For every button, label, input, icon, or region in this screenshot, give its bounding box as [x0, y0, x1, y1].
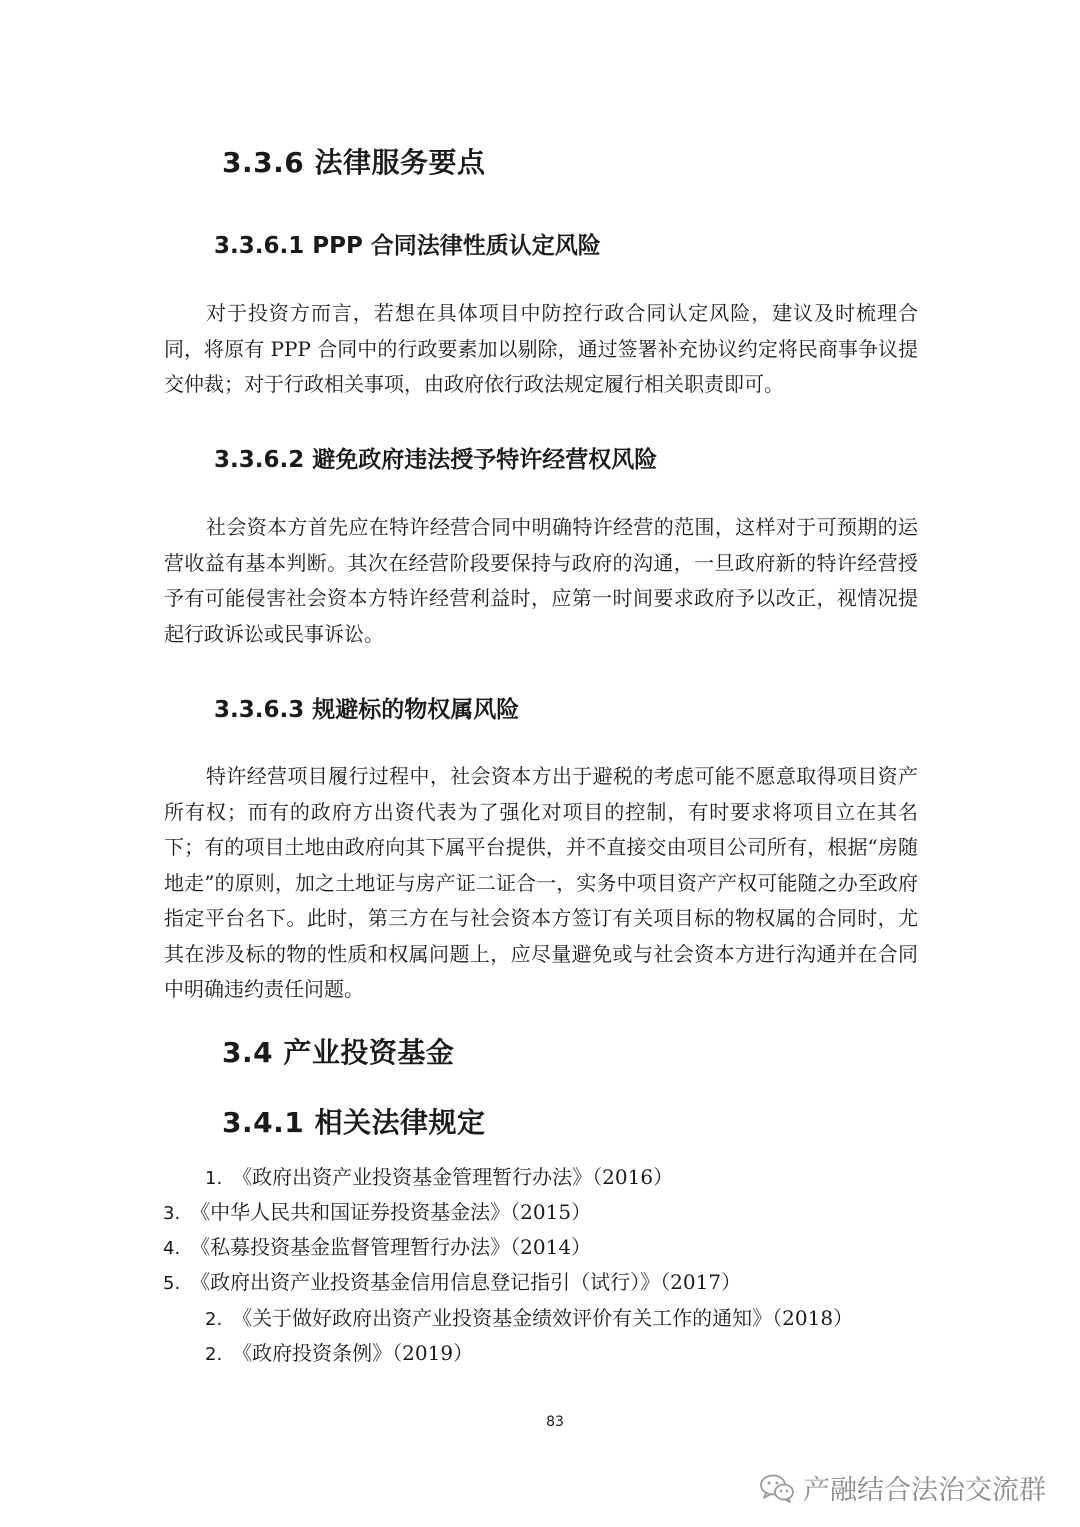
law-item — [205, 1336, 473, 1372]
law-item-number: 1. — [205, 1168, 223, 1189]
watermark-text: 产融结合法治交流群 — [803, 1475, 1046, 1506]
law-item — [163, 1265, 741, 1301]
law-item — [205, 1301, 853, 1337]
law-item — [163, 1230, 591, 1266]
paragraph-3-3-6-3: 特许经营项目履行过程中，社会资本方出于避税的考虑可能不愿意取得项目资产所有权；而有的政府方出资代表为了强化对项目的控制，有时要求将项目立在其名下；有的项目土地由政府向其下属平台提供，并不直接交由项目公司所有，根据“房随地走”的原则，加之土地证与房产证二证合一，实务中项目资产产权可能随之办至政府指定平台名下。此时，第三方在与社会资本方签订有关项目标的物权属的合同时，尤其在涉及标的物的性质和权属问题上，应尽量避免或与社会资本方进行沟通并在合同中明确违约责任问题。 — [164, 764, 918, 1001]
page-number: 83 — [546, 1414, 564, 1430]
section-heading-3-4-1: 3.4.1 相关法律规定 — [222, 1106, 486, 1139]
law-item-number: 3. — [163, 1203, 181, 1224]
law-item-title: 《中华人民共和国证券投资基金法》（2015） — [190, 1200, 592, 1224]
law-item — [163, 1195, 591, 1231]
law-item-number: 5. — [163, 1273, 181, 1294]
law-item-number: 4. — [163, 1238, 181, 1259]
law-item — [205, 1160, 673, 1196]
law-item-title: 《私募投资基金监督管理暂行办法》（2014） — [190, 1235, 592, 1259]
law-item-title: 《政府投资条例》（2019） — [232, 1341, 474, 1365]
section-heading-3-3-6-3: 3.3.6.3 规避标的物权属风险 — [214, 697, 520, 723]
section-heading-3-3-6-1: 3.3.6.1 PPP 合同法律性质认定风险 — [214, 233, 601, 259]
section-heading-3-3-6: 3.3.6 法律服务要点 — [222, 146, 486, 179]
law-item-number: 2. — [205, 1309, 223, 1330]
law-item-title: 《政府出资产业投资基金信用信息登记指引（试行）》（2017） — [190, 1270, 742, 1294]
section-heading-3-4: 3.4 产业投资基金 — [222, 1036, 455, 1069]
paragraph-3-3-6-1: 对于投资方而言，若想在具体项目中防控行政合同认定风险，建议及时梳理合同，将原有 PPP 合同中的行政要素加以剔除，通过签署补充协议约定将民商事争议提交仲裁；对于行政相关事项，由政府依行政法规定履行相关职责即可。 — [164, 301, 918, 396]
paragraph-3-3-6-2: 社会资本方首先应在特许经营合同中明确特许经营的范围，这样对于可预期的运营收益有基本判断。其次在经营阶段要保持与政府的沟通，一旦政府新的特许经营授予有可能侵害社会资本方特许经营利益时，应第一时间要求政府予以改正，视情况提起行政诉讼或民事诉讼。 — [164, 515, 918, 646]
law-item-title: 《政府出资产业投资基金管理暂行办法》（2016） — [232, 1165, 674, 1189]
watermark — [759, 1468, 1046, 1507]
wechat-icon — [759, 1473, 795, 1503]
section-heading-3-3-6-2: 3.3.6.2 避免政府违法授予特许经营权风险 — [214, 447, 658, 473]
law-item-number: 2. — [205, 1344, 223, 1365]
law-item-title: 《关于做好政府出资产业投资基金绩效评价有关工作的通知》（2018） — [232, 1306, 854, 1330]
